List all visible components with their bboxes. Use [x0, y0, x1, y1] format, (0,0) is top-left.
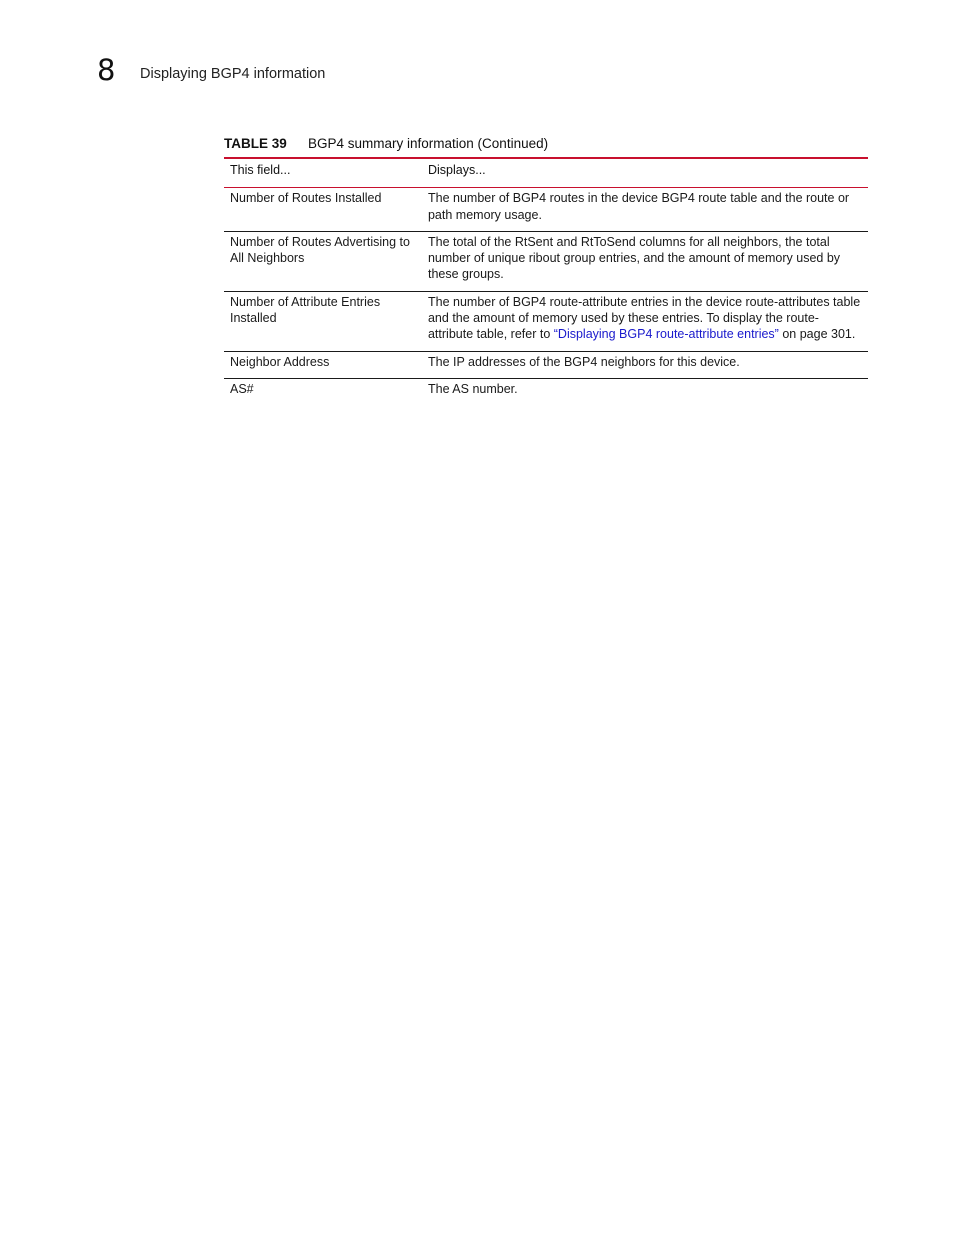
table-row: [224, 291, 868, 351]
table-row: [224, 378, 868, 405]
table-caption-title: BGP4 summary information (Continued): [308, 136, 549, 151]
field-cell: Number of Attribute Entries Installed: [224, 291, 422, 351]
table: [224, 157, 868, 405]
field-cell: Neighbor Address: [224, 351, 422, 378]
chapter-number: 8: [97, 53, 116, 87]
route-attribute-entries-link[interactable]: “Displaying BGP4 route-attribute entries”: [553, 327, 779, 342]
table-row: [224, 188, 868, 232]
column-header-displays: Displays...: [422, 158, 868, 188]
running-title: Displaying BGP4 information: [140, 66, 326, 82]
displays-cell: The AS number.: [427, 381, 518, 396]
table-row: [224, 231, 868, 291]
displays-cell: The number of BGP4 routes in the device BGP4 route table and the route or path memory usage.: [422, 188, 868, 232]
field-cell: Number of Routes Advertising to All Neighbors: [224, 231, 422, 291]
displays-cell: The total of the RtSent and RtToSend columns for all neighbors, the total number of unique ribout group entries, and the amount of memory used by these groups.: [422, 231, 868, 291]
table-caption-label: TABLE 39: [224, 136, 287, 151]
table-caption: [224, 135, 868, 153]
displays-text: The number of BGP4 route-attribute entries in the device route-attributes table and the amount of memory used by these entries. To display the route-attribute table, refer to: [427, 294, 861, 342]
table-header-row: [224, 158, 868, 188]
field-cell: AS#: [230, 381, 254, 396]
displays-cell: The IP addresses of the BGP4 neighbors for this device.: [422, 351, 868, 378]
table-row: [224, 351, 868, 378]
column-header-field: This field...: [224, 158, 422, 188]
field-cell: Number of Routes Installed: [224, 188, 422, 232]
displays-cell: [422, 291, 868, 351]
displays-text-after-link: on page 301.: [778, 327, 856, 342]
bgp4-summary-table: [224, 157, 868, 405]
